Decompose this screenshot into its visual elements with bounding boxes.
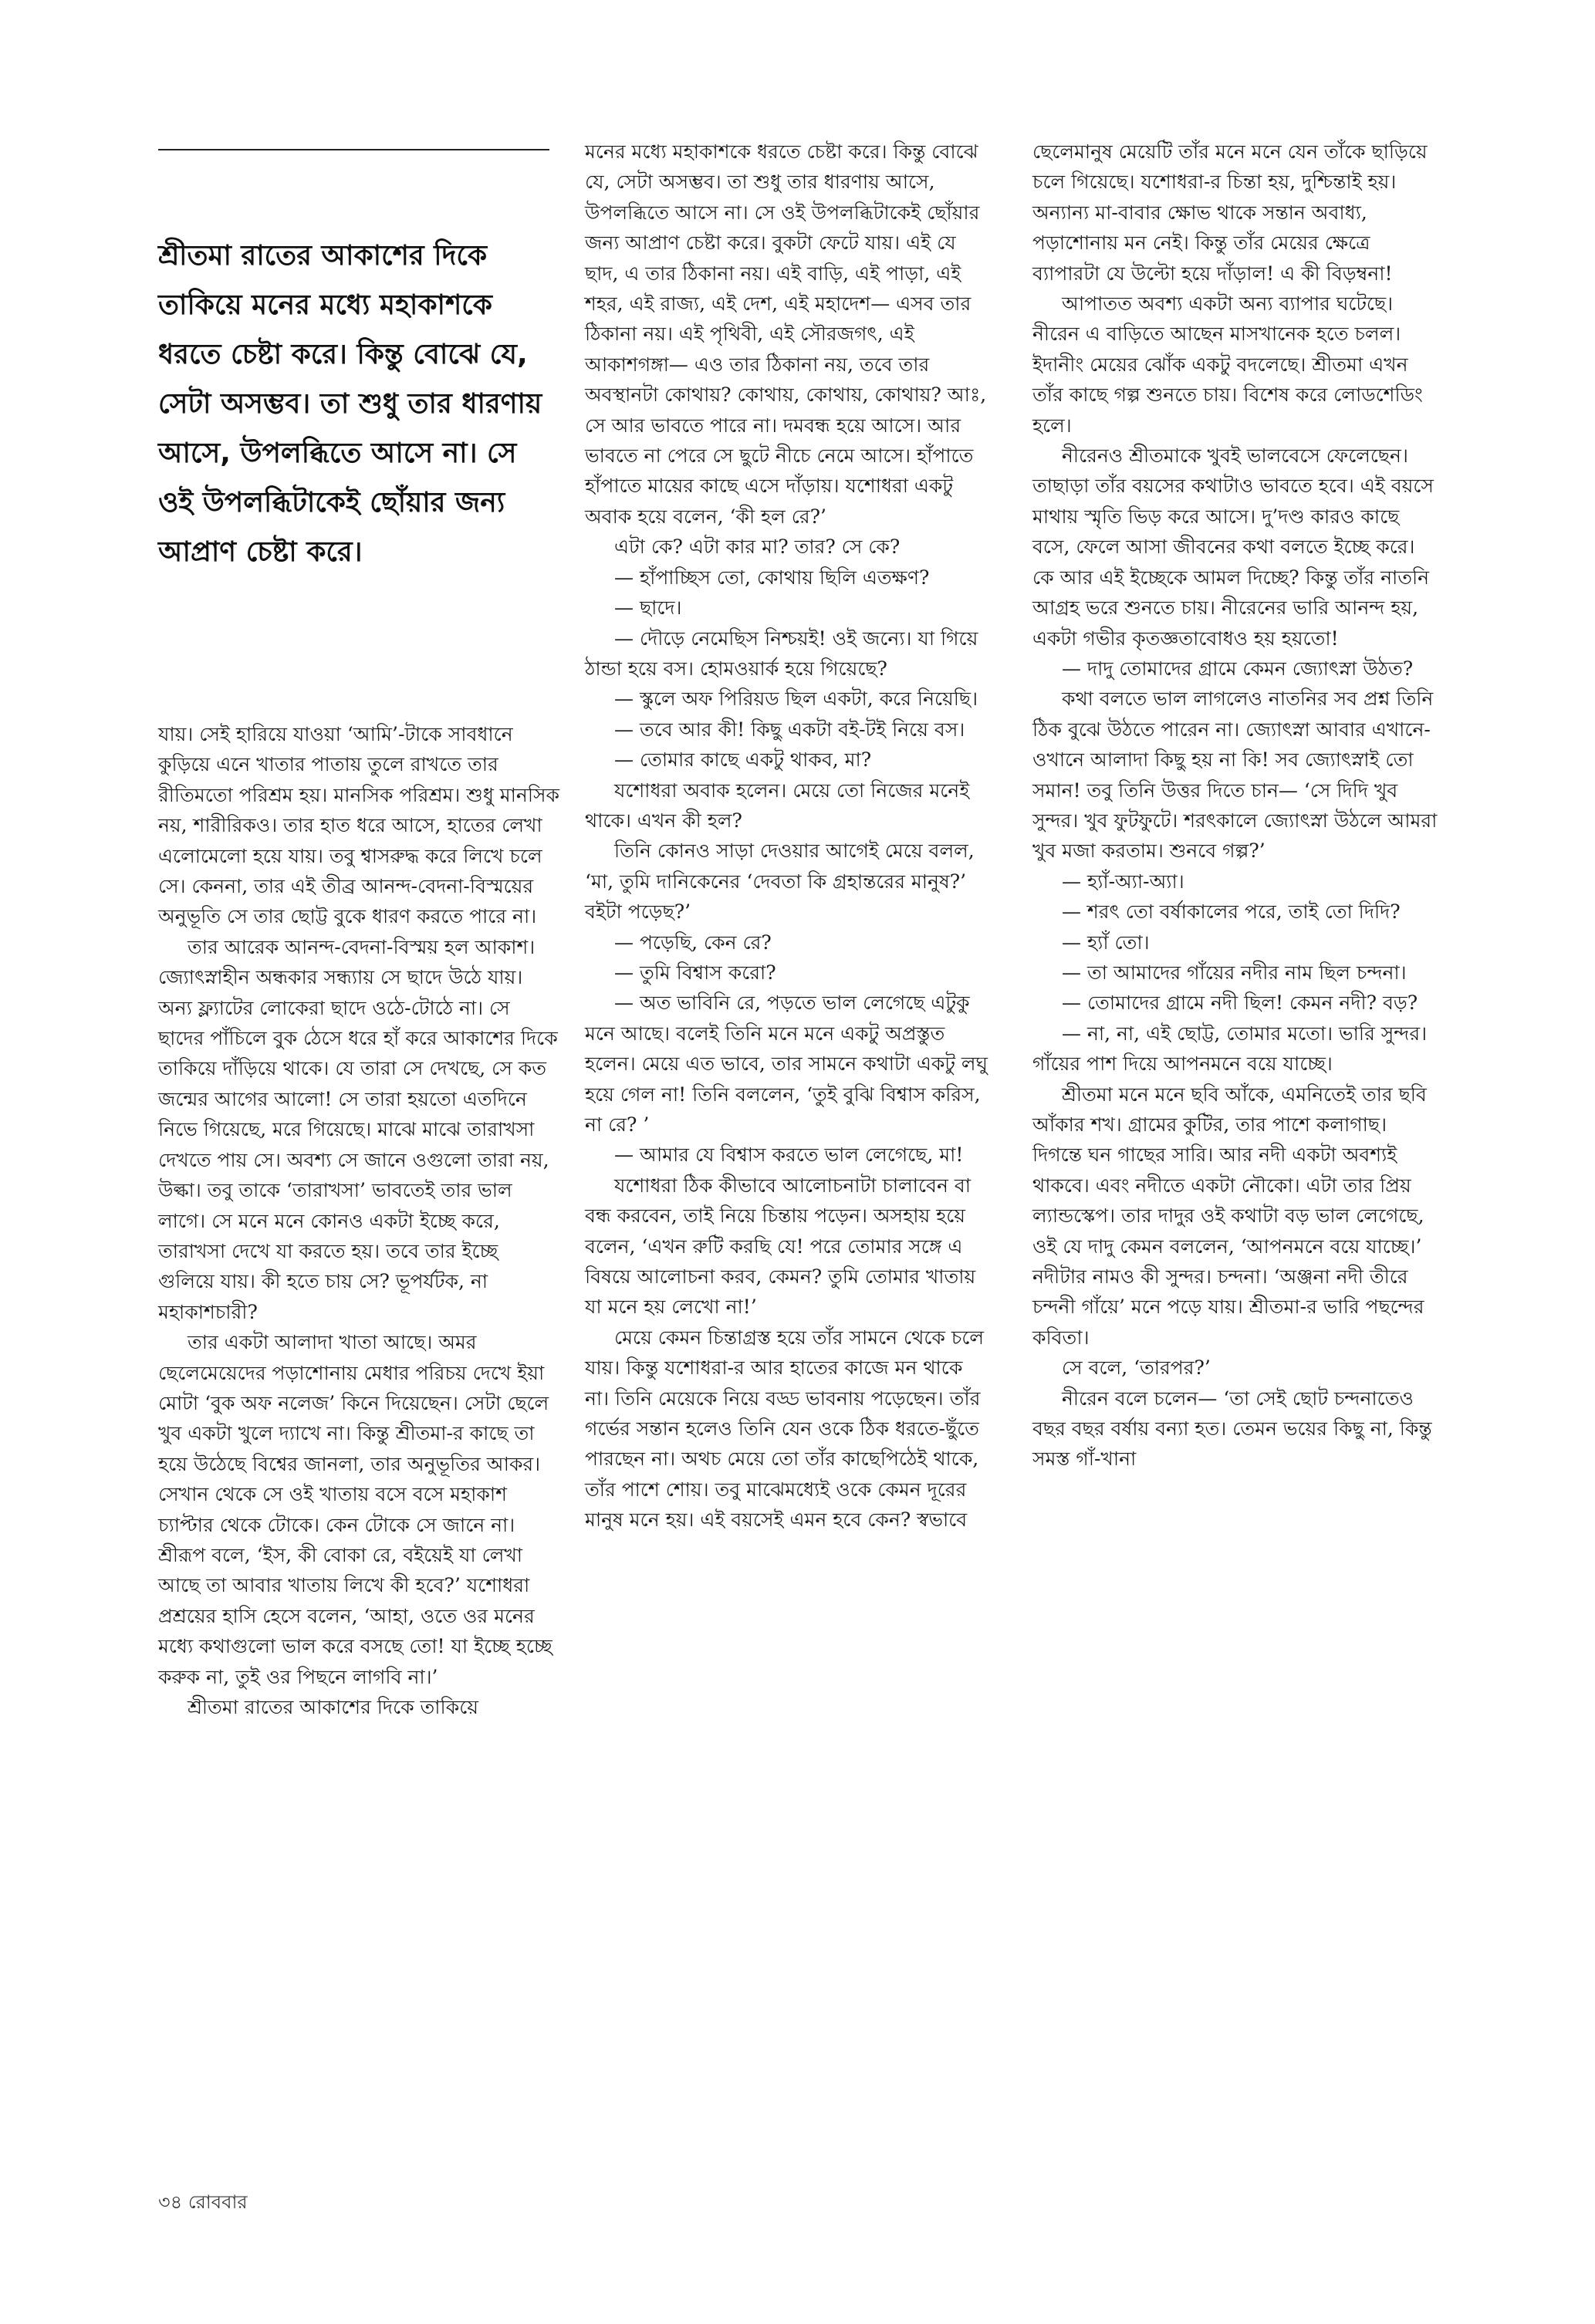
dialogue-line: — অত ভাবিনি রে, পড়তে ভাল লেগেছে এটুকু মনে আছে। বলেই তিনি মনে মনে একটু অপ্রস্তুত হলেন। মেয়ে এত ভাবে, তার সামনে কথাটা একটু লঘু হয়ে গেল না! তিনি বললেন, ‘তুই বুঝি বিশ্বাস করিস, না রে? ’	[585, 991, 988, 1136]
page-number: ৩৪	[158, 2191, 183, 2213]
magazine-name: রোববার	[188, 2191, 248, 2213]
dialogue-line: — পড়েছি, কেন রে?	[614, 931, 772, 954]
dialogue-line: — হাঁপাচ্ছিস তো, কোথায় ছিলি এতক্ষণ?	[614, 566, 930, 589]
dialogue-line: — তা আমাদের গাঁয়ের নদীর নাম ছিল চন্দনা।	[1062, 961, 1407, 984]
paragraph: তার আরেক আনন্দ-বেদনা-বিস্ময় হল আকাশ। জ্যোৎস্নাহীন অন্ধকার সন্ধ্যায় সে ছাদে উঠে যায়। অন্য ফ্ল্যাটের লোকেরা ছাদে ওঠে-টোঠে না। সে ছাদের পাঁচিলে বুক ঠেসে ধরে হাঁ করে আকাশের দিকে তাকিয়ে দাঁড়িয়ে থাকে। যে তারা সে দেখছে, সে কত জন্মের আগের আলো! সে তারা হয়তো এতদিনে নিভে গিয়েছে, মরে গিয়েছে। মাঝে মাঝে তারাখসা দেখতে পায় সে। অবশ্য সে জানে ওগুলো তারা নয়, উল্কা। তবু তাকে ‘তারাখসা’ ভাবতেই তার ভাল লাগে। সে মনে মনে কোনও একটা ইচ্ছে করে, তারাখসা দেখে যা করতে হয়। তবে তার ইচ্ছে গুলিয়ে যায়। কী হতে চায় সে? ভূপর্যটক, না মহাকাশচারী?	[158, 935, 558, 1323]
paragraph: নীরেনও শ্রীতমাকে খুবই ভালবেসে ফেলেছেন। তাছাড়া তাঁর বয়সের কথাটাও ভাবতে হবে। এই বয়সে মাথায় স্মৃতি ভিড় করে আসে। দু’দণ্ড কারও কাছে বসে, ফেলে আসা জীবনের কথা বলতে ইচ্ছে করে। কে আর এই ইচ্ছেকে আমল দিচ্ছে? কিন্তু তাঁর নাতনি আগ্রহ ভরে শুনতে চায়। নীরেনের ভারি আনন্দ হয়, একটা গভীর কৃতজ্ঞতাবোধও হয় হয়তো!	[1032, 444, 1434, 650]
article-column-3	[1032, 137, 1440, 1474]
paragraph: যায়। সেই হারিয়ে যাওয়া ‘আমি’-টাকে সাবধানে কুড়িয়ে এনে খাতার পাতায় তুলে রাখতে তার রীতিমতো পরিশ্রম হয়। মানসিক পরিশ্রম। শুধু মানসিক নয়, শারীরিকও। তার হাত ধরে আসে, হাতের লেখা এলোমেলো হয়ে যায়। তবু শ্বাসরুদ্ধ করে লিখে চলে সে। কেননা, তার এই তীব্র আনন্দ-বেদনা-বিস্ময়ের অনুভূতি সে তার ছোট্ট বুকে ধারণ করতে পারে না।	[158, 723, 559, 928]
paragraph: শ্রীতমা রাতের আকাশের দিকে তাকিয়ে	[188, 1696, 478, 1718]
article-column-2	[585, 137, 992, 1535]
paragraph: যশোধরা ঠিক কীভাবে আলোচনাটা চালাবেন বা বন্ধ করবেন, তাই নিয়ে চিন্তায় পড়েন। অসহায় হয়ে বলেন, ‘এখন রুটি করছি যে! পরে তোমার সঙ্গে এ বিষয়ে আলোচনা করব, কেমন? তুমি তোমার খাতায় যা মনে হয় লেখো না!’	[585, 1174, 976, 1319]
paragraph: ছেলেমানুষ মেয়েটি তাঁর মনে মনে যেন তাঁকে ছাড়িয়ে চলে গিয়েছে। যশোধরা-র চিন্তা হয়, দুশ্চিন্তাই হয়। অন্যান্য মা-বাবার ক্ষোভ থাকে সন্তান অবাধ্য, পড়াশোনায় মন নেই। কিন্তু তাঁর মেয়ের ক্ষেত্রে ব্যাপারটা যে উল্টো হয়ে দাঁড়াল! এ কী বিড়ম্বনা!	[1032, 140, 1428, 285]
dialogue-line: — তুমি বিশ্বাস করো?	[614, 961, 776, 984]
dialogue-line: — তোমাদের গ্রামে নদী ছিল! কেমন নদী? বড়?	[1062, 991, 1418, 1015]
dialogue-line: — তোমার কাছে একটু থাকব, মা?	[614, 748, 872, 772]
paragraph: তার একটা আলাদা খাতা আছে। অমর ছেলেমেয়েদের পড়াশোনায় মেধার পরিচয় দেখে ইয়া মোটা ‘বুক অফ নলেজ’ কিনে দিয়েছেন। সেটা ছেলে খুব একটা খুলে দ্যাখে না। কিন্তু শ্রীতমা-র কাছে তা হয়ে উঠেছে বিশ্বের জানলা, তার অনুভূতির আকর। সেখান থেকে সে ওই খাতায় বসে বসে মহাকাশ চ্যাপ্টার থেকে টোকে। কেন টোকে সে জানে না। শ্রীরূপ বলে, ‘ইস, কী বোকা রে, বইয়েই যা লেখা আছে তা আবার খাতায় লিখে কী হবে?’ যশোধরা প্রশ্রয়ের হাসি হেসে বলেন, ‘আহা, ওতে ওর মনের মধ্যে কথাগুলো ভাল করে বসছে তো! যা ইচ্ছে হচ্ছে করুক না, তুই ওর পিছনে লাগবি না।’	[158, 1331, 553, 1688]
dialogue-line: — ছাদে।	[614, 596, 682, 620]
paragraph: যশোধরা অবাক হলেন। মেয়ে তো নিজের মনেই থাকে। এখন কী হল?	[585, 779, 970, 832]
article-column-1	[158, 719, 559, 1722]
dialogue-line: — দাদু তোমাদের গ্রামে কেমন জ্যোৎস্না উঠত?	[1062, 657, 1414, 680]
pull-quote	[158, 231, 559, 577]
dialogue-line: — দৌড়ে নেমেছিস নিশ্চয়ই! ওই জন্যে। যা গিয়ে ঠান্ডা হয়ে বস। হোমওয়ার্ক হয়ে গিয়েছে?	[585, 627, 978, 680]
dialogue-line: — তবে আর কী! কিছু একটা বই-টই নিয়ে বস।	[614, 718, 965, 741]
dialogue-line: — স্কুলে অফ পিরিয়ড ছিল একটা, করে নিয়েছি।	[614, 687, 978, 711]
dialogue-line: — না, না, এই ছোট্ট, তোমার মতো। ভারি সুন্দর। গাঁয়ের পাশ দিয়ে আপনমনে বয়ে যাচ্ছে।	[1032, 1022, 1428, 1076]
paragraph: আপাতত অবশ্য একটা অন্য ব্যাপার ঘটেছে। নীরেন এ বাড়িতে আছেন মাসখানেক হতে চলল। ইদানীং মেয়ের ঝোঁক একটু বদলেছে। শ্রীতমা এখন তাঁর কাছে গল্প শুনতে চায়। বিশেষ করে লোডশেডিং হলে।	[1032, 292, 1423, 437]
paragraph: মনের মধ্যে মহাকাশকে ধরতে চেষ্টা করে। কিন্তু বোঝে যে, সেটা অসম্ভব। তা শুধু তার ধারণায় আসে, উপলব্ধিতে আসে না। সে ওই উপলব্ধিটাকেই ছোঁয়ার জন্য আপ্রাণ চেষ্টা করে। বুকটা ফেটে যায়। এই যে ছাদ, এ তার ঠিকানা নয়। এই বাড়ি, এই পাড়া, এই শহর, এই রাজ্য, এই দেশ, এই মহাদেশ— এসব তার ঠিকানা নয়। এই পৃথিবী, এই সৌরজগৎ, এই আকাশগঙ্গা— এও তার ঠিকানা নয়, তবে তার অবস্থানটা কোথায়? কোথায়, কোথায়, কোথায়? আঃ, সে আর ভাবতে পারে না। দমবন্ধ হয়ে আসে। আর ভাবতে না পেরে সে ছুটে নীচে নেমে আসে। হাঁপাতে হাঁপাতে মায়ের কাছে এসে দাঁড়ায়। যশোধরা একটু অবাক হয়ে বলেন, ‘কী হল রে?’	[585, 140, 987, 528]
paragraph: শ্রীতমা মনে মনে ছবি আঁকে, এমনিতেই তার ছবি আঁকার শখ। গ্রামের কুটির, তার পাশে কলাগাছ। দিগন্তে ঘন গাছের সারি। আর নদী একটা অবশ্যই থাকবে। এবং নদীতে একটা নৌকো। এটা তার প্রিয় ল্যান্ডস্কেপ। তার দাদুর ওই কথাটা বড় ভাল লেগেছে, ওই যে দাদু কেমন বললেন, ‘আপনমনে বয়ে যাচ্ছে।’ নদীটার নামও কী সুন্দর। চন্দনা। ‘অঞ্জনা নদী তীরে চন্দনী গাঁয়ে’ মনে পড়ে যায়। শ্রীতমা-র ভারি পছন্দের কবিতা।	[1032, 1083, 1427, 1349]
paragraph: কথা বলতে ভাল লাগলেও নাতনির সব প্রশ্ন তিনি ঠিক বুঝে উঠতে পারেন না। জ্যোৎস্না আবার এখানে-ওখানে আলাদা কিছু হয় না কি! সব জ্যোৎস্নাই তো সমান! তবু তিনি উত্তর দিতে চান— ‘সে দিদি খুব সুন্দর। খুব ফুটফুটে। শরৎকালে জ্যোৎস্না উঠলে আমরা খুব মজা করতাম। শুনবে গল্প?’	[1032, 687, 1438, 863]
paragraph: নীরেন বলে চলেন— ‘তা সেই ছোট চন্দনাতেও বছর বছর বর্ষায় বন্যা হত। তেমন ভয়ের কিছু না, কিন্তু সমস্ত গাঁ-খানা	[1032, 1387, 1432, 1471]
dialogue-line: — হ্যাঁ তো।	[1062, 931, 1150, 954]
dialogue-line: — শরৎ তো বর্ষাকালের পরে, তাই তো দিদি?	[1062, 900, 1401, 924]
paragraph: তিনি কোনও সাড়া দেওয়ার আগেই মেয়ে বলল, ‘মা, তুমি দানিকেনের ‘দেবতা কি গ্রহান্তরের মানুষ?’ বইটা পড়েছ?’	[585, 839, 975, 924]
paragraph: মেয়ে কেমন চিন্তাগ্রস্ত হয়ে তাঁর সামনে থেকে চলে যায়। কিন্তু যশোধরা-র আর হাতের কাজে মন থাকে না। তিনি মেয়েকে নিয়ে বড্ড ভাবনায় পড়েছেন। তাঁর গর্ভের সন্তান হলেও তিনি যেন ওকে ঠিক ধরতে-ছুঁতে পারছেন না। অথচ মেয়ে তো তাঁর কাছেপিঠেই থাকে, তাঁর পাশে শোয়। তবু মাঝেমধ্যেই ওকে কেমন দূরের মানুষ মনে হয়। এই বয়সেই এমন হবে কেন? স্বভাবে	[585, 1326, 985, 1532]
pull-quote-text: শ্রীতমা রাতের আকাশের দিকে তাকিয়ে মনের মধ্যে মহাকাশকে ধরতে চেষ্টা করে। কিন্তু বোঝে যে, সেটা অসম্ভব। তা শুধু তার ধারণায় আসে, উপলব্ধিতে আসে না। সে ওই উপলব্ধিটাকেই ছোঁয়ার জন্য আপ্রাণ চেষ্টা করে।	[158, 240, 542, 568]
page-footer	[158, 2188, 248, 2219]
dialogue-line: সে বলে, ‘তারপর?’	[1062, 1356, 1211, 1380]
top-rule	[158, 149, 549, 150]
paragraph: এটা কে? এটা কার মা? তার? সে কে?	[614, 535, 901, 559]
dialogue-line: — আমার যে বিশ্বাস করতে ভাল লেগেছে, মা!	[614, 1143, 964, 1167]
dialogue-line: — হ্যাঁ-অ্যা-অ্যা।	[1062, 870, 1184, 893]
